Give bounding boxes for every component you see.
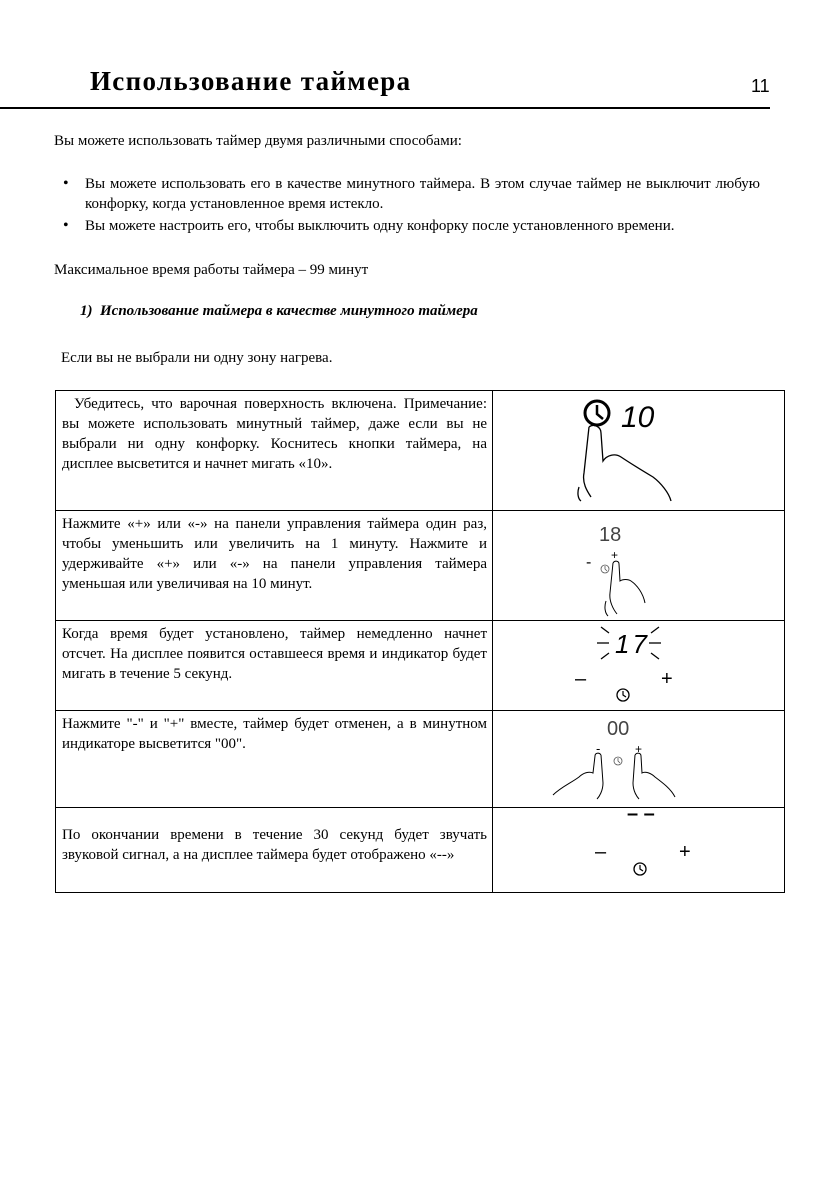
table-row	[56, 391, 785, 511]
section-heading	[80, 301, 478, 321]
timer-finished-illustration	[493, 803, 784, 889]
no-zone-text: Если вы не выбрали ни одну зону нагрева.	[61, 350, 333, 366]
timer-clock-icon	[585, 401, 609, 425]
step-description	[56, 511, 493, 621]
step-description	[56, 621, 493, 711]
right-finger-icon	[633, 753, 675, 799]
timer-adjust-illustration	[493, 511, 784, 617]
page-title: Использование таймера	[90, 66, 412, 96]
plus-label: +	[679, 841, 691, 863]
timer-countdown-illustration	[493, 621, 784, 707]
steps-table	[55, 390, 785, 893]
step-figure	[493, 803, 785, 893]
section-number: 1)	[80, 303, 93, 319]
table-row	[56, 711, 785, 808]
step-figure	[493, 621, 785, 711]
minus-label: –	[595, 841, 607, 863]
timer-clock-icon	[634, 863, 646, 875]
page-number: 11	[751, 76, 770, 96]
timer-display: – –	[627, 803, 655, 825]
intro-text: Вы можете использовать таймер двумя различными способами:	[54, 133, 462, 149]
step-figure	[493, 511, 785, 621]
minus-label: –	[575, 668, 587, 690]
timer-clock-icon	[614, 757, 622, 765]
step-figure	[493, 711, 785, 808]
list-item: • Вы можете использовать его в качестве минутного таймера. В этом случае таймер не выключит любую конфорку, когда установленное время истекло.	[54, 174, 760, 214]
step-description	[56, 391, 493, 511]
step-text: Когда время будет установлено, таймер немедленно начнет отсчет. На дисплее появится оставшееся время и индикатор будет мигать в течение 5 секунд.	[62, 626, 487, 682]
timer-display: 00	[607, 718, 630, 740]
table-row	[56, 511, 785, 621]
finger-icon	[578, 425, 671, 501]
finger-icon	[605, 561, 645, 616]
table-row	[56, 621, 785, 711]
plus-label: +	[661, 668, 673, 690]
step-description	[56, 808, 493, 893]
timer-display: 10	[621, 401, 655, 434]
step-text: Нажмите "-" и "+" вместе, таймер будет отменен, а в минутном индикаторе высветится "00".	[62, 716, 487, 752]
timer-display: 17	[615, 629, 650, 659]
plus-label: +	[635, 742, 643, 756]
plus-label: +	[611, 548, 619, 562]
step-text: Убедитесь, что варочная поверхность включена. Примечание: вы можете использовать минутный таймер, даже если вы не выбрали ни одну конфорку. Коснитесь кнопки таймера, на дисплее высветится и начнет мигать «10».	[62, 396, 487, 472]
step-text: По окончании времени в течение 30 секунд будет звучать звуковой сигнал, а на дисплее таймера будет отображено «--»	[62, 827, 487, 863]
minus-label: -	[596, 741, 601, 756]
timer-clock-icon	[601, 565, 609, 573]
step-description	[56, 711, 493, 808]
max-time-text: Максимальное время работы таймера – 99 минут	[54, 262, 369, 278]
list-item: • Вы можете настроить его, чтобы выключить одну конфорку после установленного времени.	[54, 216, 760, 236]
timer-touch-illustration	[493, 391, 784, 507]
header-rule	[0, 107, 770, 109]
step-figure	[493, 391, 785, 511]
timer-cancel-illustration	[493, 711, 784, 804]
step-text: Нажмите «+» или «-» на панели управления таймера один раз, чтобы уменьшить или увеличить на 1 минуту. Нажмите и удерживайте «+» или «-» на панели управления таймера уменьшая или увеличивая на 10 минут.	[62, 516, 487, 592]
section-title: Использование таймера в качестве минутного таймера	[100, 303, 478, 319]
method-list	[54, 174, 760, 238]
timer-display: 18	[599, 524, 622, 546]
timer-clock-icon	[617, 689, 629, 701]
left-finger-icon	[553, 753, 603, 799]
minus-label: -	[586, 554, 592, 571]
table-row	[56, 808, 785, 893]
